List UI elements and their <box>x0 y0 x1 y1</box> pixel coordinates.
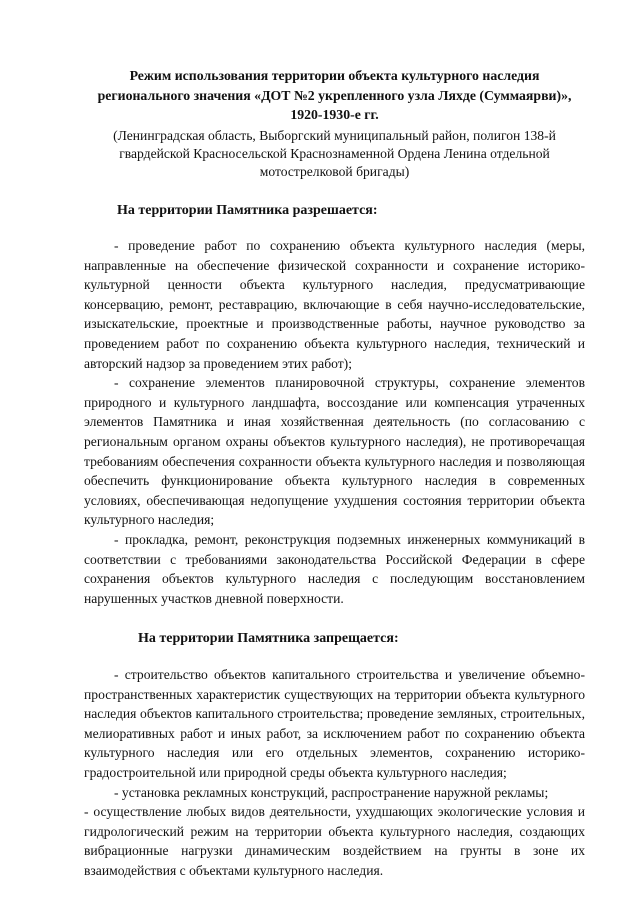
allowed-list <box>84 236 585 608</box>
allowed-item-restoration: - проведение работ по сохранению объекта культурного наследия (меры, направленные на обеспечение физической сохранности и сохранение историко-культурной ценности объекта культурного наследия, предусматривающие консервацию, ремонт, реставрацию, включающие в себя научно-исследовательские, изыскательские, проектные и производственные работы, научное руководство за проведением работ по сохранению объекта культурного наследия, технический и авторский надзор за проведением этих работ); <box>84 238 585 371</box>
document-subtitle: (Ленинградская область, Выборгский муниципальный район, полигон 138-й гвардейской Красносельской Краснознаменной Ордена Ленина отдельной мотострелковой бригады) <box>113 127 556 179</box>
allowed-heading: На территории Памятника разрешается: <box>117 202 378 218</box>
allowed-item-landscape: - сохранение элементов планировочной структуры, сохранение элементов природного и культурного ландшафта, воссоздание или компенсация утраченных элементов Памятника и иная хозяйственная деятельность (по согласованию с региональным органом охраны объектов культурного наследия), не противоречащая требованиям обеспечения сохранности объекта культурного наследия и позволяющая обеспечить функционирование объекта культурного наследия в современных условиях, обеспечивающая недопущение ухудшения состояния территории объекта культурного наследия; <box>84 375 585 528</box>
forbidden-heading: На территории Памятника запрещается: <box>138 631 399 647</box>
forbidden-item-advertising: - установка рекламных конструкций, распространение наружной рекламы; <box>114 784 549 800</box>
forbidden-item-ecology: - осуществление любых видов деятельности, ухудшающих экологические условия и гидрологический режим на территории объекта культурного наследия, создающих вибрационные нагрузки динамическим воздействием на грунты в зоне их взаимодействия с объектами культурного наследия. <box>84 804 585 878</box>
forbidden-list <box>84 665 585 881</box>
forbidden-item-construction: - строительство объектов капитального строительства и увеличение объемно-пространственных характеристик существующих на территории объекта культурного наследия объектов капитального строительства; проведение земляных, строительных, мелиоративных работ и иных работ, за исключением работ по сохранению объекта культурного наследия или его отдельных элементов, сохранению историко-градостроительной или природной среды объекта культурного наследия; <box>84 666 585 780</box>
document-title: Режим использования территории объекта культурного наследия регионального значения «ДОТ №2 укрепленного узла Ляхде (Суммаярви)», 1920-1930-е гг. <box>97 68 572 122</box>
allowed-item-utilities: - прокладка, ремонт, реконструкция подземных инженерных коммуникаций в соответствии с требованиями законодательства Российской Федерации в сфере сохранения объектов культурного наследия с последующим восстановлением нарушенных участков дневной поверхности. <box>84 532 585 606</box>
